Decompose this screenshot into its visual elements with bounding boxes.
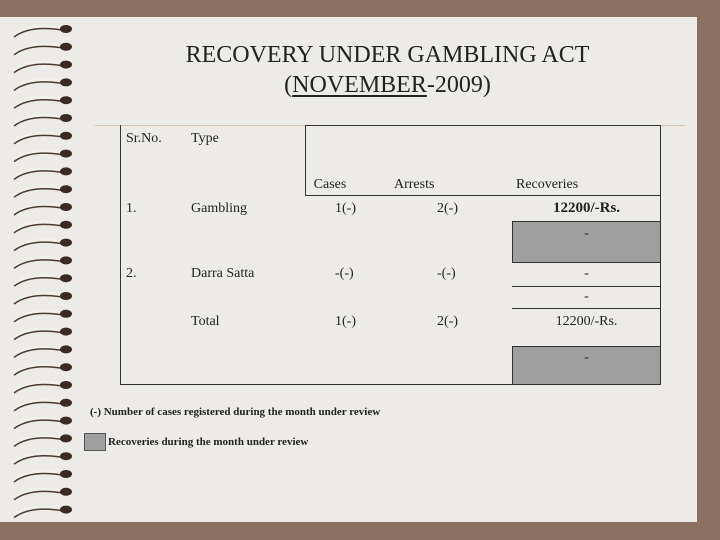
spiral-ring [14,44,62,52]
spiral-hole [60,417,72,425]
row1-sr: 1. [126,201,137,216]
spiral-ring [14,258,62,266]
spiral-hole [60,328,72,336]
spiral-ring [14,240,62,248]
cases-note: (-) Number of cases registered during the month under review [90,406,381,418]
spiral-ring [14,222,62,230]
spiral-ring [14,365,62,373]
spiral-hole [60,434,72,442]
row2-type: Darra Satta [191,266,255,281]
shade-legend-swatch [84,433,106,451]
spiral-hole [60,399,72,407]
spiral-hole [60,167,72,175]
spiral-hole [60,310,72,318]
spiral-ring [14,169,62,177]
spiral-ring [14,116,62,124]
header-cases: Cases [313,177,347,192]
page-subtitle: (NOVEMBER-2009) [284,72,491,98]
spiral-hole [60,239,72,247]
spiral-hole [60,96,72,104]
row-divider [512,286,661,287]
total-arrests: 2(-) [437,314,458,329]
spiral-ring [14,436,62,444]
row1-arrests: 2(-) [437,201,458,216]
spiral-ring [14,276,62,284]
spiral-hole [60,43,72,51]
spiral-hole [60,221,72,229]
spiral-hole [60,185,72,193]
total-cases: 1(-) [335,314,356,329]
row2-recovery-shaded: - [584,289,589,304]
row-divider [512,308,661,309]
spiral-hole [60,78,72,86]
spiral-ring [14,454,62,462]
recoveries-note: Recoveries during the month under review [108,436,309,448]
spiral-hole [60,61,72,69]
spiral-binding-decoration [10,18,80,524]
total-recovery-shaded: - [584,350,589,365]
spiral-hole [60,114,72,122]
header-sr-no: Sr.No. [126,131,162,146]
spiral-ring [14,205,62,213]
row1-recovery: 12200/-Rs. [552,200,621,216]
spiral-hole [60,506,72,514]
header-recoveries: Recoveries [516,177,579,192]
spiral-ring [14,347,62,355]
spiral-hole [60,292,72,300]
spiral-ring [14,329,62,337]
spiral-hole [60,150,72,158]
spiral-ring [14,489,62,497]
spiral-ring [14,383,62,391]
row2-cases: -(-) [335,266,354,281]
page-title: RECOVERY UNDER GAMBLING ACT [185,42,590,68]
row2-recovery: - [584,266,589,281]
spiral-hole [60,132,72,140]
spiral-ring [14,151,62,159]
spiral-ring [14,294,62,302]
spiral-hole [60,203,72,211]
header-type: Type [191,131,219,146]
spiral-ring [14,27,62,35]
spiral-ring [14,187,62,195]
spiral-ring [14,507,62,515]
row1-type: Gambling [191,201,247,216]
spiral-ring [14,472,62,480]
table-border-left [120,125,121,385]
spiral-ring [14,133,62,141]
spiral-hole [60,381,72,389]
spiral-hole [60,452,72,460]
total-recovery: 12200/-Rs. [555,314,618,329]
row1-cases: 1(-) [335,201,356,216]
spiral-hole [60,256,72,264]
spiral-ring [14,418,62,426]
spiral-ring [14,311,62,319]
spiral-ring [14,98,62,106]
row2-arrests: -(-) [437,266,456,281]
spiral-hole [60,345,72,353]
spiral-hole [60,488,72,496]
header-box-top [305,125,661,126]
row2-sr: 2. [126,266,137,281]
header-box-bottom [305,195,661,196]
spiral-ring [14,62,62,70]
spiral-ring [14,400,62,408]
spiral-hole [60,363,72,371]
spiral-hole [60,25,72,33]
row1-recovery-shaded: - [584,226,589,241]
total-type: Total [191,314,220,329]
spiral-ring [14,80,62,88]
spiral-hole [60,274,72,282]
header-arrests: Arrests [394,177,435,192]
spiral-hole [60,470,72,478]
